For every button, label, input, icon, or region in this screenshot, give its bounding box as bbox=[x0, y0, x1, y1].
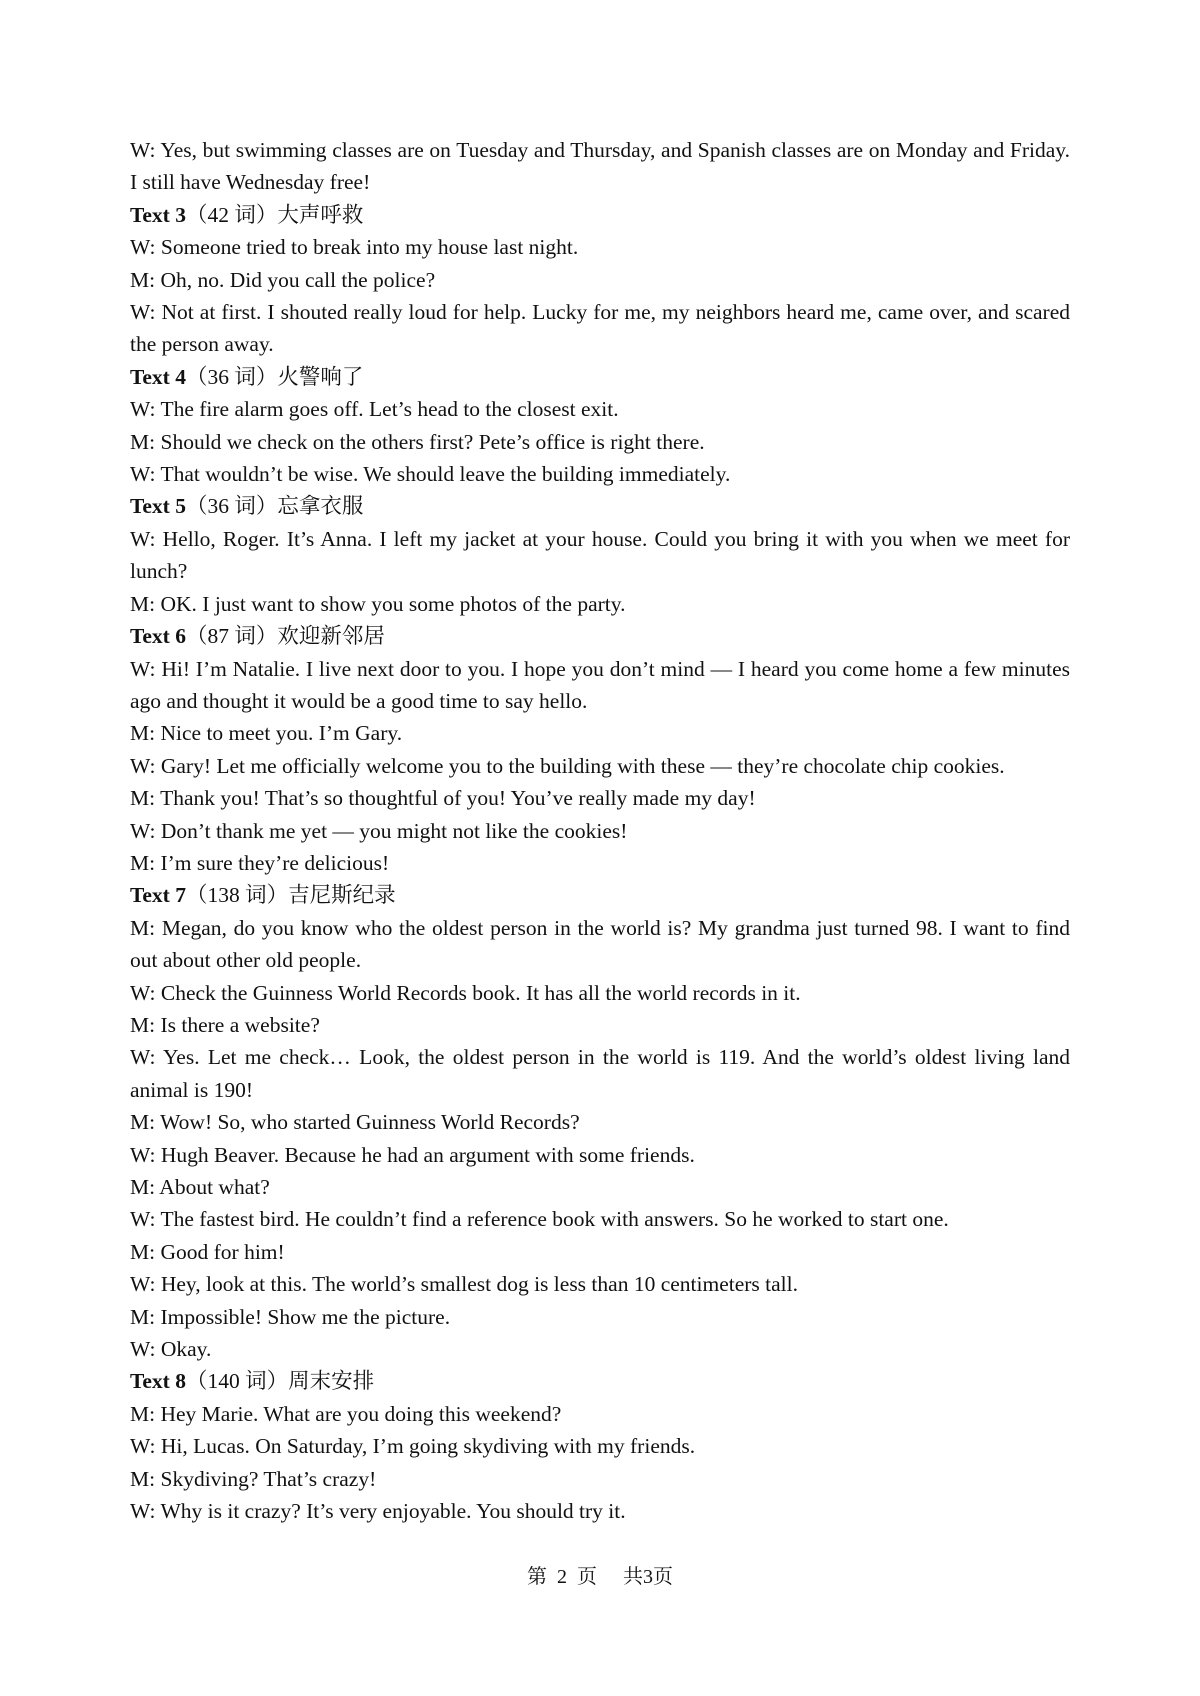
dialogue-line bbox=[130, 1430, 1070, 1462]
speaker-separator: : bbox=[149, 1045, 163, 1070]
dialogue-text: Not at first. I shouted really loud for help. Lucky for me, my neighbors heard me, came over, and scared the person away. bbox=[130, 300, 1070, 357]
dialogue-line bbox=[130, 815, 1070, 847]
total-label-suffix: 页 bbox=[653, 1566, 673, 1588]
dialogue-text: Don’t thank me yet — you might not like the cookies! bbox=[160, 818, 628, 843]
section-heading bbox=[130, 620, 1070, 652]
speaker-separator: : bbox=[149, 753, 161, 778]
dialogue-line bbox=[130, 1301, 1070, 1333]
dialogue-line bbox=[130, 1398, 1070, 1430]
dialogue-text: Thank you! That’s so thoughtful of you! You’ve really made my day! bbox=[160, 786, 756, 811]
section-title: Text 3 bbox=[130, 202, 186, 227]
transcript-section bbox=[130, 361, 1070, 491]
transcript-sections bbox=[130, 199, 1070, 1528]
dialogue-line bbox=[130, 588, 1070, 620]
section-meta: （140 词）周末安排 bbox=[185, 1369, 375, 1394]
speaker-label: W bbox=[130, 1434, 150, 1459]
dialogue-line bbox=[130, 1495, 1070, 1527]
speaker-label: W bbox=[130, 1272, 150, 1297]
section-meta: （138 词）吉尼斯纪录 bbox=[185, 883, 396, 908]
dialogue-line bbox=[130, 393, 1070, 425]
dialogue-text: Yes, but swimming classes are on Tuesday and Thursday, and Spanish classes are on Monday and Friday. I still have Wednesday free! bbox=[130, 138, 1070, 195]
speaker-separator: : bbox=[149, 721, 161, 746]
speaker-label: W bbox=[130, 138, 150, 162]
section-title: Text 8 bbox=[130, 1369, 186, 1394]
dialogue-text: Hi, Lucas. On Saturday, I’m going skydiving with my friends. bbox=[160, 1434, 696, 1459]
speaker-separator: : bbox=[149, 915, 162, 940]
speaker-label: M bbox=[130, 850, 150, 875]
speaker-separator: : bbox=[149, 1337, 161, 1362]
dialogue-text: The fastest bird. He couldn’t find a reference book with answers. So he worked to start one. bbox=[160, 1207, 949, 1232]
page-number: 2 bbox=[557, 1566, 567, 1588]
speaker-separator: : bbox=[149, 462, 161, 487]
speaker-label: W bbox=[130, 1499, 150, 1524]
intro-dialogue bbox=[130, 134, 1070, 199]
dialogue-line bbox=[130, 782, 1070, 814]
section-title: Text 4 bbox=[130, 364, 186, 389]
speaker-label: M bbox=[130, 1175, 150, 1199]
total-label-prefix: 共 bbox=[623, 1566, 643, 1588]
speaker-label: W bbox=[130, 980, 150, 1005]
speaker-separator: : bbox=[149, 1401, 161, 1426]
dialogue-text: The fire alarm goes off. Let’s head to the closest exit. bbox=[160, 397, 619, 422]
dialogue-text: That wouldn’t be wise. We should leave the building immediately. bbox=[160, 462, 731, 487]
speaker-separator: : bbox=[149, 1272, 161, 1297]
page-label-prefix: 第 bbox=[527, 1566, 547, 1588]
speaker-label: W bbox=[130, 1337, 150, 1362]
speaker-separator: : bbox=[149, 850, 161, 875]
dialogue-line bbox=[130, 1041, 1070, 1106]
speaker-separator: : bbox=[149, 1142, 161, 1167]
speaker-label: M bbox=[130, 1012, 150, 1037]
dialogue-text: Hey Marie. What are you doing this weekend? bbox=[160, 1401, 562, 1426]
speaker-label: W bbox=[130, 397, 150, 422]
dialogue-text: Should we check on the others first? Pete’s office is right there. bbox=[160, 429, 705, 454]
speaker-separator: : bbox=[149, 397, 161, 422]
dialogue-line bbox=[130, 653, 1070, 718]
speaker-separator: : bbox=[149, 300, 162, 325]
dialogue-text: Nice to meet you. I’m Gary. bbox=[160, 721, 403, 746]
dialogue-line bbox=[130, 1203, 1070, 1235]
speaker-label: M bbox=[130, 1304, 150, 1329]
speaker-separator: : bbox=[149, 1499, 161, 1524]
speaker-label: M bbox=[130, 721, 150, 746]
dialogue-text: Oh, no. Did you call the police? bbox=[160, 267, 436, 292]
speaker-label: M bbox=[130, 591, 150, 616]
dialogue-text: Yes. Let me check… Look, the oldest person in the world is 119. And the world’s oldest living land animal is 190! bbox=[130, 1045, 1070, 1102]
dialogue-line bbox=[130, 717, 1070, 749]
speaker-separator: : bbox=[149, 980, 161, 1005]
dialogue-line bbox=[130, 426, 1070, 458]
section-heading bbox=[130, 490, 1070, 522]
section-heading bbox=[130, 1365, 1070, 1397]
speaker-label: M bbox=[130, 1466, 150, 1491]
dialogue-text: Wow! So, who started Guinness World Records? bbox=[160, 1110, 580, 1135]
dialogue-text: I’m sure they’re delicious! bbox=[160, 850, 390, 875]
speaker-separator: : bbox=[149, 1304, 161, 1329]
dialogue-line bbox=[130, 458, 1070, 490]
speaker-separator: : bbox=[149, 1175, 160, 1199]
speaker-label: W bbox=[130, 526, 150, 551]
speaker-label: W bbox=[130, 1045, 150, 1070]
dialogue-text: Megan, do you know who the oldest person in the world is? My grandma just turned 98. I want to find out about other old people. bbox=[130, 915, 1070, 973]
speaker-label: M bbox=[130, 429, 150, 454]
speaker-label: W bbox=[130, 1207, 150, 1232]
transcript-section bbox=[130, 620, 1070, 879]
dialogue-text: Okay. bbox=[160, 1337, 212, 1362]
speaker-separator: : bbox=[149, 1239, 161, 1264]
dialogue-text: Why is it crazy? It’s very enjoyable. You should try it. bbox=[160, 1499, 626, 1524]
speaker-label: W bbox=[130, 656, 150, 681]
speaker-separator: : bbox=[149, 1012, 161, 1037]
section-meta: （36 词）忘拿衣服 bbox=[185, 494, 364, 519]
speaker-label: M bbox=[130, 915, 150, 940]
speaker-label: W bbox=[130, 818, 150, 843]
speaker-separator: : bbox=[149, 591, 161, 616]
dialogue-line bbox=[130, 1268, 1070, 1300]
speaker-separator: : bbox=[149, 429, 161, 454]
speaker-label: M bbox=[130, 267, 150, 292]
transcript-section bbox=[130, 199, 1070, 361]
page-footer bbox=[0, 1563, 1200, 1591]
dialogue-line bbox=[130, 1171, 1070, 1203]
section-meta: （87 词）欢迎新邻居 bbox=[185, 624, 385, 649]
transcript-section bbox=[130, 1365, 1070, 1527]
section-meta: （42 词）大声呼救 bbox=[185, 202, 364, 227]
transcript-section bbox=[130, 490, 1070, 620]
speaker-separator: : bbox=[149, 818, 161, 843]
speaker-label: M bbox=[130, 1110, 150, 1135]
dialogue-line bbox=[130, 1106, 1070, 1138]
document-body bbox=[130, 134, 1070, 1527]
section-title: Text 5 bbox=[130, 494, 186, 519]
speaker-separator: : bbox=[149, 1110, 161, 1135]
dialogue-line bbox=[130, 750, 1070, 782]
speaker-separator: : bbox=[149, 656, 162, 681]
speaker-label: W bbox=[130, 300, 150, 325]
speaker-separator: : bbox=[149, 267, 161, 292]
speaker-label: M bbox=[130, 786, 150, 811]
dialogue-text: Hi! I’m Natalie. I live next door to you. I hope you don’t mind — I heard you come home a few minutes ago and thought it would be a good time to say hello. bbox=[130, 656, 1070, 713]
dialogue-line bbox=[130, 912, 1070, 977]
dialogue-line bbox=[130, 1333, 1070, 1365]
speaker-label: W bbox=[130, 1142, 150, 1167]
dialogue-line bbox=[130, 523, 1070, 588]
speaker-separator: : bbox=[149, 235, 161, 260]
speaker-separator: : bbox=[149, 138, 161, 162]
dialogue-line bbox=[130, 264, 1070, 296]
dialogue-text: Hey, look at this. The world’s smallest dog is less than 10 centimeters tall. bbox=[160, 1272, 798, 1297]
dialogue-line bbox=[130, 1236, 1070, 1268]
speaker-separator: : bbox=[149, 1466, 161, 1491]
section-heading bbox=[130, 199, 1070, 231]
dialogue-text: Good for him! bbox=[160, 1239, 285, 1264]
speaker-separator: : bbox=[149, 1207, 161, 1232]
transcript-section bbox=[130, 879, 1070, 1365]
speaker-label: W bbox=[130, 753, 150, 778]
page-label-suffix: 页 bbox=[577, 1566, 597, 1588]
dialogue-line bbox=[130, 977, 1070, 1009]
section-heading bbox=[130, 879, 1070, 911]
total-pages: 3 bbox=[643, 1566, 653, 1588]
speaker-label: W bbox=[130, 462, 150, 487]
speaker-separator: : bbox=[149, 526, 163, 551]
dialogue-text: Check the Guinness World Records book. It has all the world records in it. bbox=[160, 980, 801, 1005]
section-meta: （36 词）火警响了 bbox=[185, 364, 364, 389]
dialogue-line bbox=[130, 231, 1070, 263]
dialogue-line bbox=[130, 847, 1070, 879]
dialogue-text: Impossible! Show me the picture. bbox=[160, 1304, 451, 1329]
dialogue-line bbox=[130, 1009, 1070, 1041]
dialogue-text: Skydiving? That’s crazy! bbox=[160, 1466, 377, 1491]
speaker-label: M bbox=[130, 1401, 150, 1426]
dialogue-line bbox=[130, 296, 1070, 361]
dialogue-text: About what? bbox=[159, 1175, 270, 1199]
dialogue-text: OK. I just want to show you some photos of the party. bbox=[160, 591, 626, 616]
section-heading bbox=[130, 361, 1070, 393]
speaker-separator: : bbox=[149, 786, 161, 811]
dialogue-line bbox=[130, 1139, 1070, 1171]
dialogue-text: Gary! Let me officially welcome you to the building with these — they’re chocolate chip cookies. bbox=[160, 753, 1005, 778]
dialogue-text: Hello, Roger. It’s Anna. I left my jacket at your house. Could you bring it with you when we meet for lunch? bbox=[130, 526, 1070, 584]
section-title: Text 6 bbox=[130, 624, 186, 649]
dialogue-line bbox=[130, 134, 1070, 199]
speaker-label: M bbox=[130, 1239, 150, 1264]
dialogue-text: Is there a website? bbox=[160, 1012, 320, 1037]
dialogue-text: Hugh Beaver. Because he had an argument with some friends. bbox=[160, 1142, 695, 1167]
dialogue-text: Someone tried to break into my house last night. bbox=[160, 235, 579, 260]
speaker-label: W bbox=[130, 235, 150, 260]
section-title: Text 7 bbox=[130, 883, 186, 908]
dialogue-line bbox=[130, 1463, 1070, 1495]
speaker-separator: : bbox=[149, 1434, 161, 1459]
